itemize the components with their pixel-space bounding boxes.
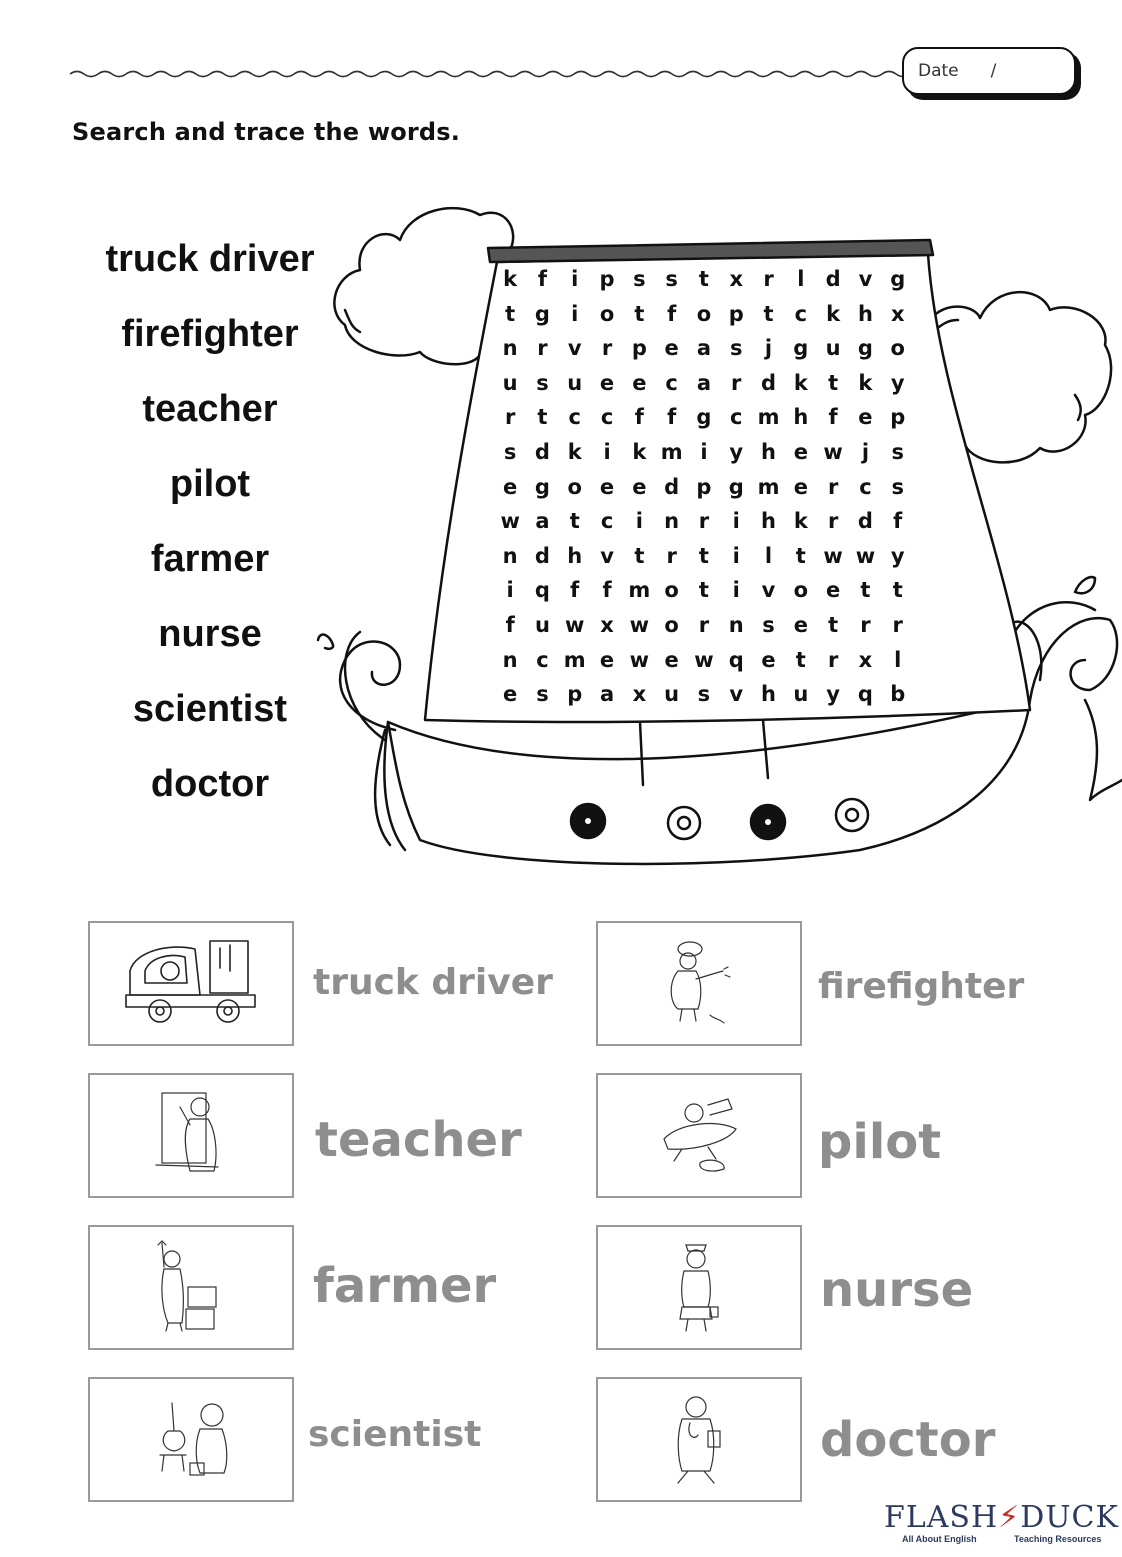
grid-letter[interactable]: x <box>600 612 614 637</box>
grid-letter[interactable]: f <box>634 405 644 430</box>
grid-letter[interactable]: c <box>665 370 678 395</box>
grid-letter[interactable]: d <box>664 474 680 499</box>
grid-letter[interactable]: e <box>761 647 776 672</box>
grid-letter[interactable]: h <box>857 301 873 326</box>
logo-brand-right: DUCK <box>1020 1500 1119 1535</box>
card-picture-nurse <box>596 1225 802 1350</box>
grid-letter[interactable]: g <box>857 336 873 361</box>
grid-letter[interactable]: m <box>757 474 780 499</box>
grid-letter[interactable]: i <box>732 578 740 603</box>
grid-letter[interactable]: c <box>600 509 614 534</box>
lightning-bolt-icon: ⚡ <box>998 1500 1021 1535</box>
grid-letter[interactable]: f <box>537 267 548 291</box>
trace-word-doctor[interactable]: doctor <box>820 1412 996 1468</box>
grid-letter[interactable]: k <box>503 267 518 291</box>
grid-letter[interactable]: h <box>793 405 809 430</box>
grid-letter[interactable]: k <box>632 439 647 464</box>
trace-word-nurse[interactable]: nurse <box>820 1262 974 1318</box>
date-separator: / <box>990 61 997 81</box>
grid-letter[interactable]: s <box>665 267 678 291</box>
grid-letter[interactable]: u <box>825 336 841 361</box>
grid-letter[interactable]: f <box>667 405 677 430</box>
grid-letter[interactable]: t <box>634 301 645 326</box>
word-list-item: pilot <box>169 463 251 505</box>
grid-letter[interactable]: v <box>761 578 776 603</box>
grid-letter[interactable]: x <box>858 647 873 672</box>
card-picture-firefighter <box>596 921 802 1046</box>
grid-letter[interactable]: p <box>599 267 615 291</box>
grid-letter[interactable]: r <box>763 267 774 291</box>
grid-letter[interactable]: y <box>890 543 905 568</box>
card-picture-scientist <box>88 1377 294 1502</box>
word-list-item: teacher <box>142 388 278 430</box>
logo-tagline-left: All About English <box>902 1534 977 1544</box>
grid-letter[interactable]: c <box>568 405 581 430</box>
grid-letter[interactable]: c <box>730 405 743 430</box>
truck-driver-icon <box>90 923 292 1044</box>
grid-letter[interactable]: s <box>633 267 646 291</box>
word-search-grid[interactable] <box>494 262 914 712</box>
grid-letter[interactable]: k <box>793 509 808 534</box>
grid-letter[interactable]: k <box>793 370 808 395</box>
grid-letter[interactable]: h <box>567 543 583 568</box>
grid-letter[interactable]: w <box>694 647 714 672</box>
farmer-icon <box>90 1227 292 1348</box>
header-wave-line <box>0 40 910 110</box>
nurse-icon <box>598 1227 800 1348</box>
grid-letter[interactable]: w <box>855 543 876 568</box>
grid-letter[interactable]: r <box>666 543 677 568</box>
grid-letter[interactable]: e <box>599 370 615 395</box>
instruction-text: Search and trace the words. <box>72 118 461 146</box>
flashduck-logo <box>884 1500 1119 1550</box>
grid-letter[interactable]: r <box>601 336 613 361</box>
grid-letter[interactable]: f <box>602 578 612 603</box>
grid-letter[interactable]: d <box>534 543 550 568</box>
grid-letter[interactable]: i <box>571 301 579 326</box>
grid-letter[interactable]: g <box>696 405 712 430</box>
grid-letter[interactable]: t <box>569 509 580 534</box>
grid-letter[interactable]: t <box>698 267 709 291</box>
grid-letter[interactable]: e <box>664 336 679 361</box>
grid-letter[interactable]: f <box>828 405 838 430</box>
grid-letter[interactable]: u <box>664 682 680 707</box>
doctor-icon <box>598 1379 800 1500</box>
trace-word-firefighter[interactable]: firefighter <box>818 966 1025 1007</box>
grid-letter[interactable]: e <box>632 370 647 395</box>
grid-letter[interactable]: d <box>825 267 841 291</box>
grid-letter[interactable]: a <box>696 336 712 361</box>
grid-letter[interactable]: m <box>563 647 586 672</box>
grid-letter[interactable]: t <box>860 578 871 603</box>
grid-letter[interactable]: m <box>757 405 780 430</box>
grid-letter[interactable]: r <box>537 336 548 361</box>
grid-letter[interactable]: t <box>828 370 839 395</box>
grid-letter[interactable]: r <box>860 612 871 637</box>
pilot-icon <box>598 1075 800 1196</box>
grid-letter[interactable]: o <box>567 474 582 499</box>
grid-letter[interactable]: j <box>764 336 773 361</box>
grid-letter[interactable]: m <box>628 578 651 603</box>
grid-letter[interactable]: v <box>729 682 744 707</box>
grid-letter[interactable]: m <box>660 439 683 464</box>
grid-letter[interactable]: u <box>502 370 518 395</box>
grid-letter[interactable]: n <box>502 543 518 568</box>
grid-letter[interactable]: x <box>890 301 905 326</box>
trace-word-scientist[interactable]: scientist <box>308 1414 482 1455</box>
grid-letter[interactable]: g <box>534 301 550 326</box>
word-list-item: nurse <box>158 613 262 655</box>
grid-letter[interactable]: o <box>664 612 679 637</box>
grid-letter[interactable]: e <box>599 474 615 499</box>
grid-letter[interactable]: h <box>761 682 776 707</box>
grid-letter[interactable]: f <box>893 509 903 534</box>
grid-letter[interactable]: f <box>505 612 515 637</box>
grid-letter[interactable]: i <box>603 439 611 464</box>
grid-letter[interactable]: f <box>570 578 580 603</box>
grid-letter[interactable]: s <box>762 612 775 637</box>
grid-letter[interactable]: h <box>761 439 776 464</box>
grid-letter[interactable]: e <box>793 474 808 499</box>
grid-letter[interactable]: r <box>698 612 710 637</box>
grid-letter[interactable]: t <box>505 301 516 326</box>
grid-letter[interactable]: e <box>503 682 518 707</box>
grid-letter[interactable]: p <box>890 405 906 430</box>
grid-letter[interactable]: t <box>795 647 806 672</box>
logo-brand <box>884 1500 1119 1535</box>
grid-letter[interactable]: q <box>857 682 873 707</box>
card-picture-farmer <box>88 1225 294 1350</box>
grid-letter[interactable]: r <box>504 405 516 430</box>
trace-word-teacher[interactable]: teacher <box>315 1112 522 1168</box>
grid-letter[interactable]: d <box>761 370 777 395</box>
grid-letter[interactable]: n <box>728 612 744 637</box>
grid-letter[interactable]: e <box>793 612 808 637</box>
grid-letter[interactable]: b <box>890 682 906 707</box>
grid-letter[interactable]: u <box>567 370 583 395</box>
grid-letter[interactable]: h <box>761 509 776 534</box>
grid-letter[interactable]: c <box>600 405 614 430</box>
grid-letter[interactable]: n <box>664 509 680 534</box>
grid-letter[interactable]: e <box>599 647 615 672</box>
grid-letter[interactable]: c <box>794 301 808 326</box>
grid-letter[interactable]: e <box>632 474 647 499</box>
grid-letter[interactable]: r <box>827 474 839 499</box>
grid-letter[interactable]: c <box>859 474 872 499</box>
grid-letter[interactable]: i <box>506 578 514 603</box>
grid-letter[interactable]: j <box>861 439 870 464</box>
grid-letter[interactable]: t <box>698 543 709 568</box>
grid-letter[interactable]: d <box>534 439 550 464</box>
grid-letter[interactable]: y <box>729 439 744 464</box>
grid-letter[interactable]: s <box>891 439 904 464</box>
grid-letter[interactable]: x <box>632 682 647 707</box>
grid-letter[interactable]: n <box>502 336 518 361</box>
grid-letter[interactable]: e <box>793 439 808 464</box>
grid-letter[interactable]: o <box>664 578 679 603</box>
grid-letter[interactable]: i <box>571 267 579 291</box>
grid-letter[interactable]: w <box>823 439 843 464</box>
grid-letter[interactable]: s <box>503 439 517 464</box>
grid-letter[interactable]: p <box>567 682 583 707</box>
grid-letter[interactable]: l <box>797 267 805 291</box>
grid-letter[interactable]: g <box>793 336 809 361</box>
grid-letter[interactable]: w <box>565 612 585 637</box>
trace-word-truck-driver[interactable]: truck driver <box>313 962 553 1003</box>
grid-letter[interactable]: p <box>696 474 712 499</box>
grid-letter[interactable]: r <box>892 612 903 637</box>
grid-letter[interactable]: d <box>857 509 873 534</box>
grid-letter[interactable]: s <box>536 682 549 707</box>
grid-letter[interactable]: t <box>892 578 903 603</box>
grid-letter[interactable]: t <box>537 405 548 430</box>
date-box[interactable] <box>902 47 1076 95</box>
grid-letter[interactable]: k <box>567 439 582 464</box>
grid-letter[interactable]: s <box>891 474 904 499</box>
grid-letter[interactable]: g <box>728 474 744 499</box>
grid-letter[interactable]: c <box>536 647 549 672</box>
grid-letter[interactable]: e <box>825 578 841 603</box>
grid-letter[interactable]: i <box>700 439 708 464</box>
grid-letter[interactable]: i <box>732 509 740 534</box>
grid-letter[interactable]: l <box>764 543 773 568</box>
grid-letter[interactable]: n <box>502 647 518 672</box>
grid-letter[interactable]: w <box>629 612 650 637</box>
grid-letter[interactable]: w <box>823 543 843 568</box>
grid-letter[interactable]: k <box>826 301 841 326</box>
grid-letter[interactable]: o <box>793 578 809 603</box>
grid-letter[interactable]: s <box>536 370 549 395</box>
grid-letter[interactable]: p <box>631 336 647 361</box>
grid-letter[interactable]: i <box>635 509 643 534</box>
grid-letter[interactable]: k <box>858 370 873 395</box>
grid-letter[interactable]: f <box>667 301 677 326</box>
word-list-item: firefighter <box>121 313 299 355</box>
grid-letter[interactable]: t <box>634 543 645 568</box>
grid-letter[interactable]: y <box>826 682 840 707</box>
grid-letter[interactable]: l <box>894 647 902 672</box>
trace-word-pilot[interactable]: pilot <box>818 1114 942 1170</box>
grid-letter[interactable]: a <box>599 682 615 707</box>
grid-letter[interactable]: i <box>732 543 740 568</box>
grid-letter[interactable]: e <box>503 474 518 499</box>
card-picture-teacher <box>88 1073 294 1198</box>
grid-letter[interactable]: q <box>728 647 744 672</box>
grid-letter[interactable]: w <box>629 647 650 672</box>
grid-letter[interactable]: r <box>827 647 839 672</box>
grid-letter[interactable]: o <box>696 301 712 326</box>
grid-letter[interactable]: w <box>500 509 520 534</box>
grid-letter[interactable]: g <box>890 267 906 291</box>
logo-brand-left: FLASH <box>884 1500 999 1535</box>
firefighter-icon <box>598 923 800 1044</box>
grid-letter[interactable]: o <box>890 336 905 361</box>
grid-letter[interactable]: r <box>827 509 839 534</box>
grid-letter[interactable]: x <box>729 267 743 291</box>
grid-letter[interactable]: o <box>599 301 615 326</box>
card-picture-pilot <box>596 1073 802 1198</box>
grid-letter[interactable]: v <box>600 543 614 568</box>
logo-tagline-right: Teaching Resources <box>1014 1534 1102 1544</box>
grid-letter[interactable]: g <box>534 474 550 499</box>
grid-letter[interactable]: e <box>858 405 873 430</box>
word-list-item: truck driver <box>105 238 315 280</box>
grid-letter[interactable]: e <box>664 647 679 672</box>
card-picture-truck-driver <box>88 921 294 1046</box>
grid-letter[interactable]: s <box>729 336 743 361</box>
teacher-icon <box>90 1075 292 1196</box>
grid-letter[interactable]: r <box>731 370 742 395</box>
grid-letter[interactable]: t <box>763 301 774 326</box>
grid-letter[interactable]: u <box>793 682 809 707</box>
grid-letter[interactable]: t <box>698 578 709 603</box>
card-picture-doctor <box>596 1377 802 1502</box>
grid-letter[interactable]: u <box>534 612 550 637</box>
word-list-item: farmer <box>150 538 270 580</box>
grid-letter[interactable]: t <box>795 543 806 568</box>
grid-letter[interactable]: y <box>890 370 905 395</box>
grid-letter[interactable]: p <box>728 301 744 326</box>
scientist-icon <box>90 1379 292 1500</box>
grid-letter[interactable]: r <box>698 509 710 534</box>
word-list-item: scientist <box>132 688 288 730</box>
grid-letter[interactable]: v <box>567 336 582 361</box>
grid-letter[interactable]: a <box>696 370 712 395</box>
ship-hull <box>388 700 1030 864</box>
grid-letter[interactable]: v <box>858 267 873 291</box>
word-list-item: doctor <box>150 763 270 805</box>
grid-letter[interactable]: s <box>697 682 711 707</box>
grid-letter[interactable]: a <box>535 509 550 534</box>
date-label: Date <box>918 61 959 81</box>
grid-letter[interactable]: q <box>534 578 550 603</box>
grid-letter[interactable]: t <box>828 612 839 637</box>
trace-word-farmer[interactable]: farmer <box>313 1258 497 1314</box>
